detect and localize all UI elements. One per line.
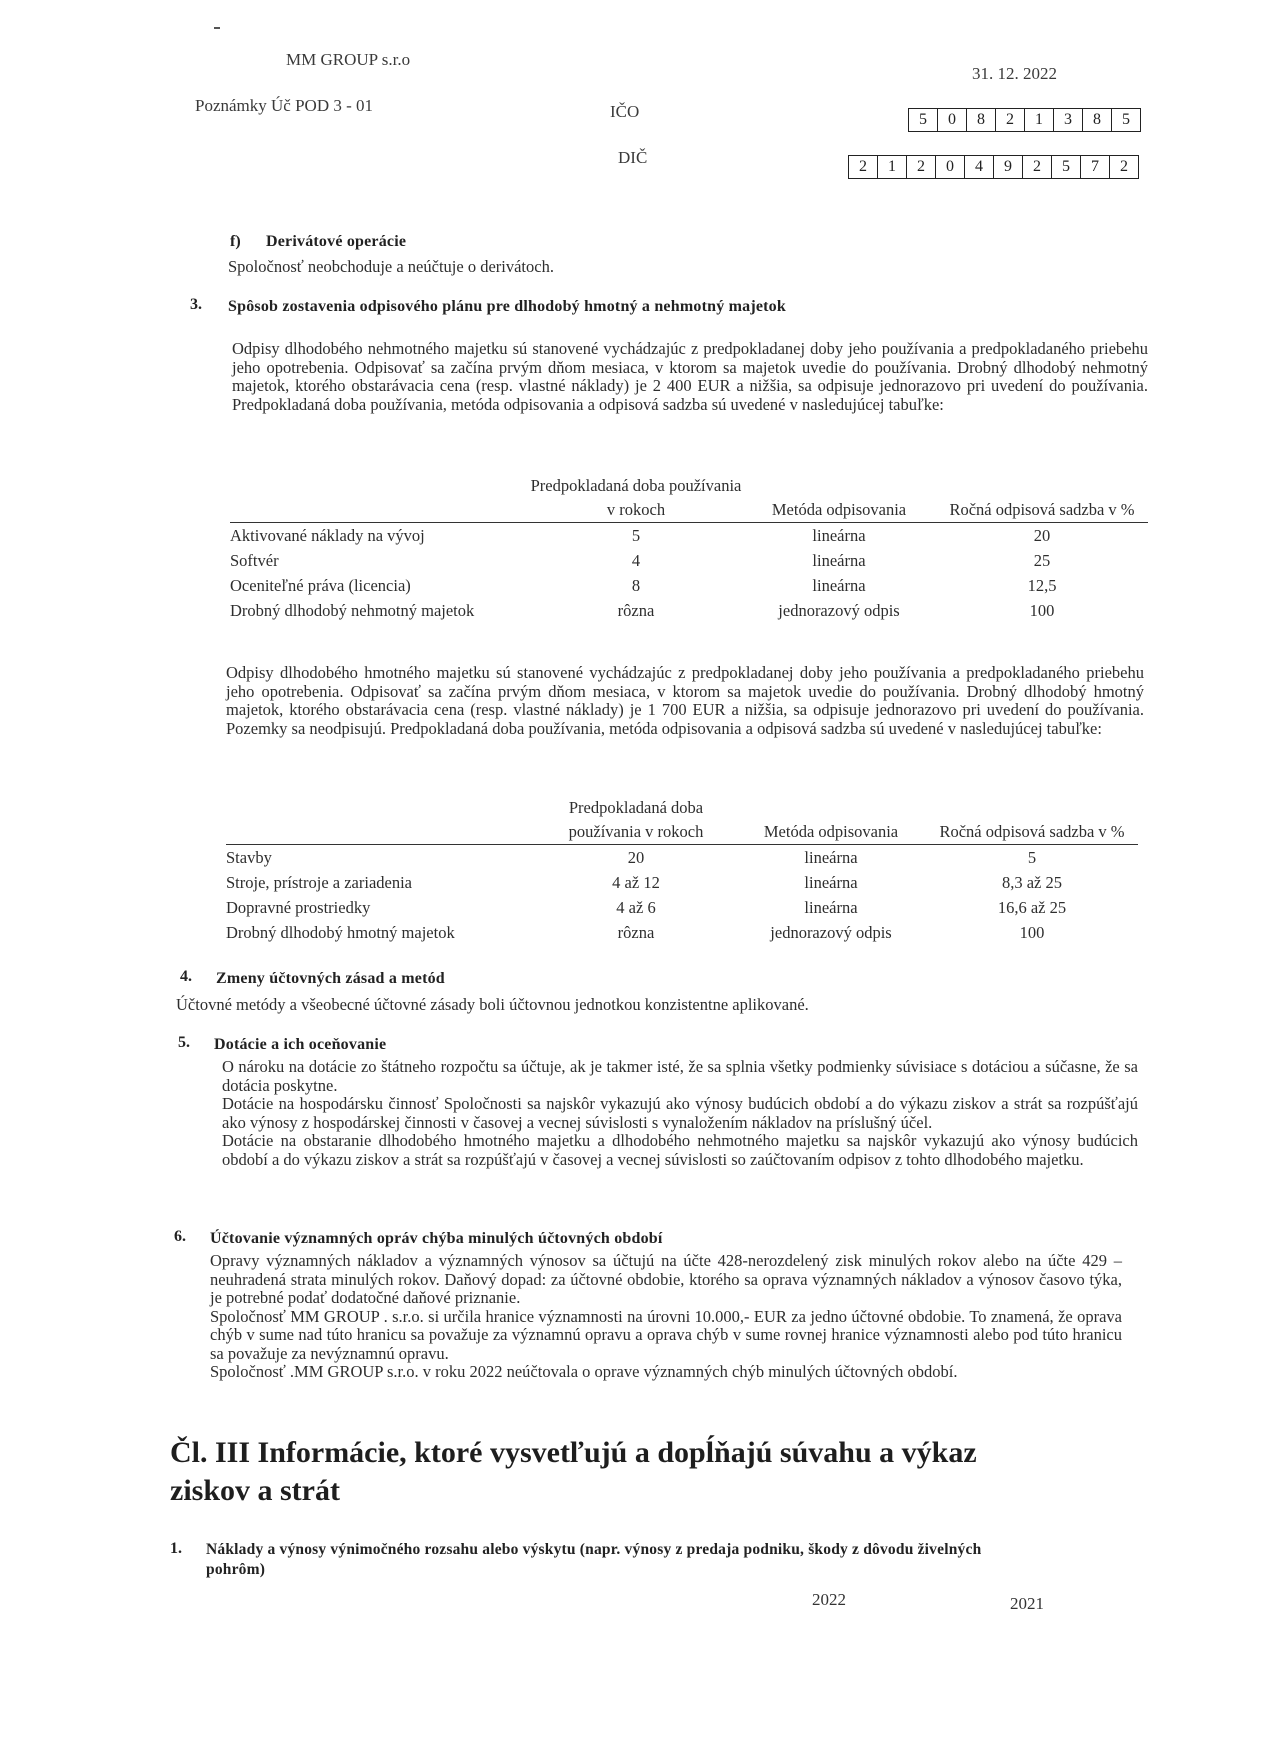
table-cell-item: Stavby [226,848,272,867]
ico-digit: 3 [1053,109,1082,131]
table-header-period: Predpokladaná doba používania v rokoch [536,796,736,845]
intangible-intro-text: Odpisy dlhodobého nehmotného majetku sú stanovené vychádzajúc z predpokladanej doby jeho používania a predpokladaného priebehu jeho opotrebenia. Odpisovať sa začína prvým dňom mesiaca, v ktorom sa majetok uvedie do používania. Drobný dlhodobý nehmotný majetok, ktorého obstarávacia cena (resp. vlastné náklady) je 2 400 EUR a nižšia, sa odpisuje jednorazovo pri uvedení do používania. Predpokladaná doba používania, metóda odpisovania a odpisová sadzba sú uvedené v nasledujúcej tabuľke: [232,339,1148,414]
table-cell-period: 4 [631,551,641,570]
ico-digit: 2 [995,109,1024,131]
item-1-number: 1. [170,1540,182,1557]
table-row [230,523,1148,549]
section-4-title: Zmeny účtovných zásad a metód [216,970,445,987]
section-5-title: Dotácie a ich oceňovanie [214,1036,387,1053]
section-4-number: 4. [180,968,192,985]
tangible-depreciation-table [226,796,1138,945]
dic-digit: 2 [906,156,935,178]
table-header-row [226,796,1138,845]
dic-digit: 5 [1051,156,1080,178]
table-cell-method: lineárna [804,873,858,892]
table-cell-rate: 25 [1033,551,1051,570]
table-cell-period: rôzna [617,923,655,942]
section-f-title: Derivátové operácie [266,233,407,250]
table-cell-item: Drobný dlhodobý nehmotný majetok [230,601,475,620]
table-row [226,845,1138,871]
table-cell-period: 4 až 6 [616,898,656,917]
table-cell-rate: 16,6 až 25 [997,898,1067,917]
section-3-title: Spôsob zostavenia odpisového plánu pre dlhodobý hmotný a nehmotný majetok [228,298,786,315]
section-6-paragraph: Spoločnosť MM GROUP . s.r.o. si určila hranice významnosti na úrovni 10.000,- EUR za jedno účtovné obdobie. To znamená, že oprava chýb v sume nad túto hranicu sa považuje za významnú opravu a oprava chýb v sume rovnej hranice významnosti alebo pod túto hranicu sa považuje za nevýznamnú opravu. [210,1306,1122,1363]
section-5-paragraph: O nároku na dotácie zo štátneho rozpočtu sa účtuje, ak je takmer isté, že sa splnia všetky podmienky súvisiace s dotáciou a súčasne, že sa dotácia poskytne. [222,1057,1138,1095]
section-5-number: 5. [178,1034,190,1051]
section-6-paragraph: Spoločnosť .MM GROUP s.r.o. v roku 2022 neúčtovala o oprave významných chýb minulých účtovných období. [210,1362,958,1381]
dic-digit: 4 [964,156,993,178]
table-cell-item: Aktivované náklady na vývoj [230,526,425,545]
table-header-rate: Ročná odpisová sadzba v % [926,796,1138,845]
table-row [226,870,1138,895]
table-cell-rate: 100 [1019,923,1045,942]
dic-digit: 9 [993,156,1022,178]
dic-label: DIČ [618,148,648,167]
table-cell-method: lineárna [812,526,866,545]
table-cell-rate: 12,5 [1027,576,1057,595]
ico-digit: 5 [1111,109,1140,131]
table-cell-period: 5 [631,526,641,545]
section-6-number: 6. [174,1228,186,1245]
table-cell-rate: 8,3 až 25 [1001,873,1063,892]
item-1-title [206,1540,1126,1580]
table-cell-item: Stroje, prístroje a zariadenia [226,873,413,892]
dic-digit: 2 [1109,156,1138,178]
table-cell-item: Drobný dlhodobý hmotný majetok [226,923,455,942]
table-row [230,548,1148,573]
section-3-number: 3. [190,296,202,313]
table-cell-item: Dopravné prostriedky [226,898,371,917]
section-5-paragraph: Dotácie na hospodársku činnosť Spoločnosti sa najskôr vykazujú ako výnosy budúcich období a do výkazu ziskov a strát sa rozpúšťajú ako výnosy z hospodárskej činnosti v časovej a vecnej súvislosti s vynaložením nákladov na príslušný účel. [222,1094,1138,1132]
table-header-item [226,796,536,845]
dic-digit: 2 [859,158,867,175]
table-header-rate: Ročná odpisová sadzba v % [936,474,1148,523]
section-5-paragraph: Dotácie na obstaranie dlhodobého hmotného majetku a dlhodobého nehmotného majetku sa najskôr vykazujú ako výnosy budúcich období a do výkazu ziskov a strát sa rozpúšťajú v časovej a vecnej súvislosti so zaúčtovaním odpisov z tohto dlhodobého majetku. [222,1131,1138,1169]
tangible-intro-text: Odpisy dlhodobého hmotného majetku sú stanovené vychádzajúc z predpokladanej doby jeho používania a predpokladaného priebehu jeho opotrebenia. Odpisovať sa začína prvým dňom mesiaca, v ktorom sa majetok uvedie do používania. Drobný dlhodobý hmotný majetok, ktorého obstarávacia cena (resp. vlastné náklady) je 1 700 EUR a nižšia, sa odpisuje jednorazovo pri uvedení do používania. Pozemky sa neodpisujú. Predpokladaná doba používania, metóda odpisovania a odpisová sadzba sú uvedené v nasledujúcej tabuľke: [226,663,1144,738]
table-cell-item: Oceniteľné práva (licencia) [230,576,411,595]
dic-digit-boxes [848,155,1139,179]
article-3-heading [170,1434,1110,1510]
table-cell-period: 20 [627,848,645,867]
section-f-text: Spoločnosť neobchoduje a neúčtuje o derivátoch. [228,257,554,276]
section-f-number: f) [230,233,241,250]
table-cell-rate: 5 [1027,848,1037,867]
ico-label: IČO [610,102,640,121]
section-6-paragraph: Opravy významných nákladov a významných výnosov sa účtujú na účte 428-nerozdelený zisk minulých rokov alebo na účte 429 – neuhradená strata minulých rokov. Daňový dopad: za účtovné obdobie, ktorého sa oprava významných nákladov a výnosov časovo týka, je potrebné podať dodatočné daňové priznanie. [210,1251,1122,1307]
table-header-period: Predpokladaná doba používania v rokoch [530,474,742,523]
article-3-heading-line: Čl. III Informácie, ktoré vysvetľujú a dopĺňajú súvahu a výkaz [170,1436,977,1469]
table-cell-item: Softvér [230,551,279,570]
ico-digit: 8 [966,109,995,131]
table-header-method: Metóda odpisovania [736,796,926,845]
ico-digit: 8 [1082,109,1111,131]
article-3-heading-line: ziskov a strát [170,1474,340,1507]
company-name: MM GROUP s.r.o [286,50,411,69]
dic-digit: 7 [1080,156,1109,178]
section-5-body [222,1058,1138,1169]
section-4-text: Účtovné metódy a všeobecné účtovné zásady boli účtovnou jednotkou konzistentne aplikované. [176,995,809,1014]
table-row [230,573,1148,598]
form-code: Poznámky Úč POD 3 - 01 [195,96,374,115]
table-cell-method: lineárna [804,898,858,917]
table-header-method: Metóda odpisovania [742,474,936,523]
column-header-2022: 2022 [812,1590,846,1609]
report-date: 31. 12. 2022 [972,64,1057,83]
table-cell-method: jednorazový odpis [770,923,892,942]
table-header-item [230,474,530,523]
dic-digit: 0 [935,156,964,178]
ico-digit-boxes [908,108,1141,132]
table-header-row [230,474,1148,523]
section-6-body [210,1252,1122,1382]
table-cell-method: lineárna [804,848,858,867]
table-row [226,920,1138,945]
item-1-title-line: pohrôm) [206,1561,266,1578]
ico-digit: 5 [919,111,927,128]
table-cell-method: jednorazový odpis [778,601,900,620]
ico-digit: 0 [937,109,966,131]
scan-mark [214,27,220,29]
column-header-2021: 2021 [1010,1594,1044,1613]
table-cell-method: lineárna [812,576,866,595]
table-cell-period: 8 [631,576,641,595]
table-cell-rate: 100 [1029,601,1055,620]
ico-digit: 1 [1024,109,1053,131]
dic-digit: 1 [877,156,906,178]
dic-digit: 2 [1022,156,1051,178]
table-cell-method: lineárna [812,551,866,570]
section-6-title: Účtovanie významných opráv chýba minulých účtovných období [210,1230,663,1247]
table-row [230,598,1148,623]
intangible-depreciation-table [230,474,1148,623]
table-cell-rate: 20 [1033,526,1051,545]
table-row [226,895,1138,920]
table-cell-period: 4 až 12 [612,873,660,892]
table-cell-period: rôzna [617,601,655,620]
item-1-title-line: Náklady a výnosy výnimočného rozsahu alebo výskytu (napr. výnosy z predaja podniku, škody z dôvodu živelných [206,1541,982,1558]
